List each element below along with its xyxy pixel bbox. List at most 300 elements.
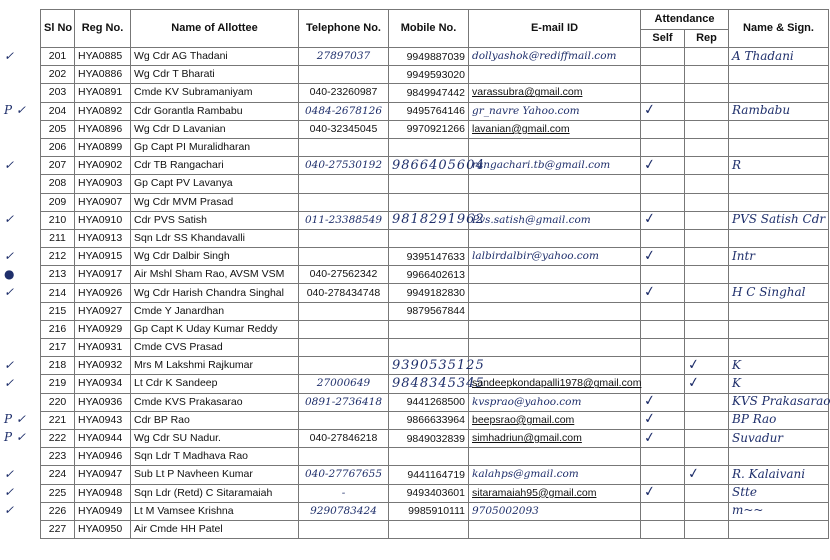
reg-no: HYA0907: [78, 195, 123, 208]
header-email: E-mail ID: [469, 10, 641, 48]
sl-no-cell: [41, 84, 75, 102]
mobile-cell: [389, 393, 469, 411]
telephone-handwritten: 0484-2678126: [304, 104, 383, 117]
attendance-rep-cell: [685, 484, 729, 502]
attendance-self-cell: [641, 339, 685, 357]
reg-no: HYA0936: [78, 395, 123, 408]
attendance-self-cell: [641, 357, 685, 375]
attendance-rep-cell: [685, 48, 729, 66]
sl-no: 215: [48, 304, 67, 317]
name-sign-cell: [729, 102, 829, 120]
reg-no: HYA0943: [78, 413, 123, 426]
mobile-cell: [389, 211, 485, 229]
table-row: [41, 466, 829, 484]
allottee-name: Lt M Vamsee Krishna: [134, 504, 234, 517]
allottee-name-cell: [131, 175, 299, 193]
telephone-handwritten: 011-23388549: [304, 213, 383, 226]
email-cell: [469, 302, 641, 320]
mobile-typed: 9441268500: [406, 396, 465, 409]
mobile-typed: 9849947442: [406, 86, 465, 99]
telephone-cell: [299, 157, 389, 175]
reg-no: HYA0949: [78, 504, 123, 517]
reg-no-cell: [75, 466, 131, 484]
allottee-name-cell: [131, 248, 299, 266]
signature: A Thadani: [732, 48, 794, 63]
sl-no: 207: [48, 159, 67, 172]
reg-no: HYA0944: [78, 432, 123, 445]
attendance-self-cell: [641, 448, 685, 466]
telephone-cell: [299, 229, 389, 247]
header-attendance: Attendance: [641, 10, 729, 30]
margin-mark: ✓: [4, 357, 15, 372]
telephone-cell: [299, 266, 389, 284]
allottee-name: Wg Cdr T Bharati: [134, 68, 215, 81]
margin-mark: ✓: [4, 284, 15, 299]
sl-no-cell: [41, 284, 75, 302]
allottee-name: Cdr BP Rao: [134, 413, 190, 426]
email-cell: [469, 375, 641, 393]
table-header: [41, 10, 829, 48]
telephone-cell: [299, 320, 389, 338]
sl-no-cell: [41, 302, 75, 320]
reg-no-cell: [75, 302, 131, 320]
table-row: [41, 266, 829, 284]
email-cell: [469, 66, 641, 84]
reg-no-cell: [75, 193, 131, 211]
email-typed: varassubra@gmail.com: [472, 86, 583, 99]
margin-mark: ✓: [4, 503, 15, 518]
header-reg-no: Reg No.: [75, 10, 131, 48]
allottee-name: Gp Capt K Uday Kumar Reddy: [134, 322, 278, 335]
telephone-cell: [299, 520, 389, 538]
name-sign-cell: [729, 120, 829, 138]
name-sign-cell: [729, 484, 829, 502]
sl-no: 220: [48, 395, 67, 408]
attendance-self-cell: [641, 393, 685, 411]
attendance-self-cell: [641, 302, 685, 320]
mobile-cell: [389, 193, 469, 211]
name-sign-cell: [729, 175, 829, 193]
table-row: [41, 229, 829, 247]
allottee-name: Cmde KVS Prakasarao: [134, 395, 243, 408]
mobile-cell: [389, 502, 469, 520]
allottee-name-cell: [131, 102, 299, 120]
table-row: [41, 175, 829, 193]
allottee-name: Air Mshl Sham Rao, AVSM VSM: [134, 268, 285, 281]
table-row: [41, 102, 829, 120]
sl-no: 219: [48, 377, 67, 390]
telephone-typed: 040-23260987: [309, 86, 378, 99]
email-cell: [469, 320, 641, 338]
mobile-typed: 9966402613: [406, 268, 465, 281]
self-check-icon: ✓: [642, 101, 657, 119]
margin-mark: ✓: [4, 248, 15, 263]
sl-no: 211: [49, 231, 66, 244]
reg-no-cell: [75, 229, 131, 247]
mobile-cell: [389, 229, 469, 247]
attendance-self-cell: [641, 266, 685, 284]
telephone-typed: 040-278434748: [306, 286, 381, 299]
table-row: [41, 502, 829, 520]
attendance-rep-cell: [685, 84, 729, 102]
name-sign-cell: [729, 48, 829, 66]
mobile-typed: 9949182830: [406, 287, 465, 300]
allottee-name: Sqn Ldr T Madhava Rao: [134, 450, 249, 463]
mobile-cell: [389, 66, 469, 84]
name-sign-cell: [729, 339, 829, 357]
table-body: [41, 48, 829, 539]
table-row: [41, 339, 829, 357]
email-handwritten: dollyashok@rediffmail.com: [472, 50, 617, 63]
allottee-name-cell: [131, 138, 299, 156]
table-row: [41, 157, 829, 175]
email-cell: [469, 502, 641, 520]
allottee-name-cell: [131, 66, 299, 84]
attendance-rep-cell: [685, 138, 729, 156]
telephone-handwritten: -: [341, 486, 346, 499]
margin-mark: [4, 394, 42, 411]
reg-no-cell: [75, 211, 131, 229]
self-check-icon: ✓: [642, 428, 657, 447]
allottee-name: Air Cmde HH Patel: [134, 522, 223, 535]
reg-no-cell: [75, 448, 131, 466]
table-row: [41, 375, 829, 393]
attendance-rep-cell: [685, 284, 729, 302]
table-row: [41, 211, 829, 229]
mobile-cell: [389, 466, 469, 484]
reg-no-cell: [75, 284, 131, 302]
attendance-self-cell: [641, 284, 685, 302]
attendance-rep-cell: [685, 66, 729, 84]
sl-no-cell: [41, 339, 75, 357]
email-cell: [469, 466, 641, 484]
reg-no: HYA0927: [78, 304, 123, 317]
name-sign-cell: [729, 375, 829, 393]
self-check-icon: ✓: [642, 392, 657, 410]
mobile-cell: [389, 411, 469, 429]
sl-no-cell: [41, 102, 75, 120]
table-row: [41, 429, 829, 447]
allottee-name-cell: [131, 429, 299, 447]
allottee-name-cell: [131, 320, 299, 338]
table-row: [41, 320, 829, 338]
sl-no-cell: [41, 175, 75, 193]
allottee-name: Lt Cdr K Sandeep: [134, 377, 218, 390]
allottee-name: Gp Capt PV Lavanya: [134, 177, 233, 190]
mobile-cell: [389, 266, 469, 284]
reg-no: HYA0902: [78, 159, 123, 172]
telephone-cell: [299, 211, 389, 229]
reg-no-cell: [75, 84, 131, 102]
margin-mark: [4, 67, 42, 84]
mobile-typed: 9395147633: [406, 250, 465, 263]
allottee-name: Wg Cdr MVM Prasad: [134, 195, 234, 208]
mobile-cell: [389, 120, 469, 138]
email-typed: sandeepkondapalli1978@gmail.com: [472, 377, 642, 390]
margin-mark: [4, 139, 42, 156]
attendance-self-cell: [641, 229, 685, 247]
allottee-name-cell: [131, 484, 299, 502]
margin-mark: [4, 303, 42, 320]
allottee-name-cell: [131, 229, 299, 247]
attendance-rep-cell: [685, 266, 729, 284]
sl-no-cell: [41, 375, 75, 393]
email-typed: simhadriun@gmail.com: [472, 432, 582, 445]
allottee-name: Cmde KV Subramaniyam: [134, 86, 253, 99]
margin-mark: ✓: [4, 375, 15, 390]
allottee-name: Cmde CVS Prasad: [134, 341, 223, 354]
email-cell: [469, 102, 641, 120]
email-typed: lavanian@gmail.com: [472, 122, 570, 135]
name-sign-cell: [729, 466, 829, 484]
email-cell: [469, 266, 641, 284]
mobile-cell: [389, 48, 469, 66]
allottee-name: Wg Cdr Dalbir Singh: [134, 250, 230, 263]
sl-no-cell: [41, 193, 75, 211]
email-typed: beepsrao@gmail.com: [472, 413, 575, 426]
rep-check-icon: ✓: [686, 374, 701, 392]
attendance-rep-cell: [685, 520, 729, 538]
sl-no-cell: [41, 320, 75, 338]
sl-no: 221: [48, 413, 67, 426]
name-sign-cell: [729, 284, 829, 302]
name-sign-cell: [729, 320, 829, 338]
margin-mark: [4, 340, 42, 357]
sl-no-cell: [41, 484, 75, 502]
reg-no: HYA0899: [78, 141, 123, 154]
mobile-cell: [389, 84, 469, 102]
name-sign-cell: [729, 157, 829, 175]
telephone-cell: [299, 193, 389, 211]
reg-no-cell: [75, 320, 131, 338]
allottee-name: Cdr TB Rangachari: [134, 159, 224, 172]
mobile-cell: [389, 484, 469, 502]
table-row: [41, 284, 829, 302]
sl-no: 224: [48, 468, 67, 481]
email-typed: sitaramaiah95@gmail.com: [472, 486, 597, 499]
mobile-cell: [389, 429, 469, 447]
reg-no-cell: [75, 66, 131, 84]
mobile-typed: 9949593020: [406, 68, 465, 81]
allottee-name: Wg Cdr SU Nadur.: [134, 432, 221, 445]
sl-no: 208: [48, 177, 67, 190]
allottee-name: Wg Cdr D Lavanian: [134, 122, 226, 135]
table-row: [41, 448, 829, 466]
table-row: [41, 302, 829, 320]
telephone-cell: [299, 429, 389, 447]
email-cell: [469, 484, 641, 502]
telephone-cell: [299, 466, 389, 484]
name-sign-cell: [729, 84, 829, 102]
mobile-typed: 9495764146: [406, 105, 465, 118]
reg-no: HYA0892: [78, 104, 123, 117]
name-sign-cell: [729, 393, 829, 411]
self-check-icon: ✓: [642, 246, 657, 265]
mobile-typed: 9879567844: [406, 305, 465, 318]
email-cell: [469, 429, 641, 447]
email-handwritten: 9705002093: [472, 504, 539, 517]
margin-mark: [4, 194, 42, 211]
mobile-cell: [389, 520, 469, 538]
attendance-rep-cell: [685, 339, 729, 357]
header-mobile: Mobile No.: [389, 10, 469, 48]
table-row: [41, 357, 829, 375]
reg-no: HYA0913: [78, 231, 123, 244]
mobile-typed: 9970921266: [406, 123, 465, 136]
margin-mark: ✓: [4, 212, 15, 227]
allottee-name-cell: [131, 357, 299, 375]
telephone-cell: [299, 284, 389, 302]
sl-no: 204: [48, 104, 67, 117]
reg-no: HYA0931: [78, 341, 123, 354]
name-sign-cell: [729, 248, 829, 266]
sl-no: 206: [48, 141, 67, 154]
email-cell: [469, 84, 641, 102]
sl-no-cell: [41, 520, 75, 538]
telephone-cell: [299, 66, 389, 84]
allottee-name-cell: [131, 266, 299, 284]
table-row: [41, 138, 829, 156]
attendance-rep-cell: [685, 320, 729, 338]
reg-no: HYA0948: [78, 486, 123, 499]
allottee-name-cell: [131, 193, 299, 211]
table-row: [41, 120, 829, 138]
attendance-self-cell: [641, 138, 685, 156]
telephone-typed: 040-27562342: [309, 268, 378, 281]
header-self: Self: [641, 30, 685, 48]
reg-no: HYA0903: [78, 177, 123, 190]
attendance-rep-cell: [685, 502, 729, 520]
table-row: [41, 193, 829, 211]
allottee-name-cell: [131, 284, 299, 302]
attendance-self-cell: [641, 48, 685, 66]
name-sign-cell: [729, 302, 829, 320]
mobile-typed: 9493403601: [406, 487, 465, 500]
attendance-rep-cell: [685, 357, 729, 375]
allottee-name-cell: [131, 211, 299, 229]
attendance-rep-cell: [685, 466, 729, 484]
telephone-cell: [299, 393, 389, 411]
name-sign-cell: [729, 193, 829, 211]
email-cell: [469, 248, 641, 266]
reg-no: HYA0934: [78, 377, 123, 390]
name-sign-cell: [729, 211, 829, 229]
sl-no: 203: [48, 86, 67, 99]
telephone-handwritten: 27000649: [316, 377, 371, 390]
sl-no: 213: [48, 268, 67, 281]
attendance-rep-cell: [685, 211, 729, 229]
allottee-name: Sub Lt P Navheen Kumar: [134, 468, 253, 481]
attendance-self-cell: [641, 248, 685, 266]
telephone-cell: [299, 248, 389, 266]
reg-no-cell: [75, 375, 131, 393]
attendance-self-cell: [641, 466, 685, 484]
name-sign-cell: [729, 520, 829, 538]
attendance-rep-cell: [685, 375, 729, 393]
allottee-name-cell: [131, 411, 299, 429]
telephone-handwritten: 040-27767655: [304, 468, 383, 481]
rep-check-icon: ✓: [686, 465, 701, 483]
signature: Suvadur: [732, 430, 784, 445]
attendance-rep-cell: [685, 248, 729, 266]
reg-no: HYA0926: [78, 286, 123, 299]
allottee-name: Gp Capt PI Muralidharan: [134, 141, 251, 154]
mobile-typed: 9441164719: [407, 468, 465, 481]
reg-no: HYA0910: [78, 213, 123, 226]
sl-no: 216: [48, 322, 67, 335]
email-cell: [469, 357, 641, 375]
reg-no: HYA0917: [78, 268, 123, 281]
telephone-cell: [299, 120, 389, 138]
attendance-self-cell: [641, 520, 685, 538]
allottee-name: Wg Cdr AG Thadani: [134, 50, 228, 63]
allottee-name: Cdr Gorantla Rambabu: [134, 104, 243, 117]
mobile-cell: [389, 448, 469, 466]
signature: Rambabu: [732, 103, 791, 118]
attendance-self-cell: [641, 120, 685, 138]
sl-no: 217: [48, 341, 67, 354]
allottee-name-cell: [131, 339, 299, 357]
header-name-of-allottee: Name of Allottee: [131, 10, 299, 48]
attendance-rep-cell: [685, 229, 729, 247]
reg-no-cell: [75, 520, 131, 538]
allottee-attendance-table: [40, 9, 829, 539]
telephone-cell: [299, 502, 389, 520]
sl-no-cell: [41, 48, 75, 66]
allottee-name: Cdr PVS Satish: [134, 213, 207, 226]
signature: K: [732, 375, 741, 390]
sl-no: 227: [48, 522, 67, 535]
attendance-self-cell: [641, 484, 685, 502]
allottee-name-cell: [131, 448, 299, 466]
table-row: [41, 484, 829, 502]
attendance-rep-cell: [685, 429, 729, 447]
signature: Intr: [732, 248, 756, 263]
mobile-cell: [389, 248, 469, 266]
reg-no-cell: [75, 248, 131, 266]
allottee-name: Cmde Y Janardhan: [134, 304, 225, 317]
reg-no-cell: [75, 484, 131, 502]
email-cell: [469, 393, 641, 411]
mobile-cell: [389, 357, 485, 375]
mobile-cell: [389, 302, 469, 320]
table-row: [41, 248, 829, 266]
margin-mark: ✓: [4, 157, 15, 172]
name-sign-cell: [729, 502, 829, 520]
sl-no-cell: [41, 502, 75, 520]
email-cell: [469, 284, 641, 302]
email-cell: [469, 48, 641, 66]
reg-no: HYA0891: [78, 86, 123, 99]
reg-no-cell: [75, 120, 131, 138]
sl-no-cell: [41, 248, 75, 266]
attendance-self-cell: [641, 84, 685, 102]
allottee-name-cell: [131, 302, 299, 320]
margin-mark: ✓: [4, 466, 15, 481]
sl-no-cell: [41, 393, 75, 411]
email-handwritten: lalbirdalbir@yahoo.com: [472, 250, 599, 263]
header-telephone: Telephone No.: [299, 10, 389, 48]
mobile-cell: [389, 320, 469, 338]
email-handwritten: Pvs.satish@gmail.com: [472, 213, 591, 226]
signature: BP Rao: [732, 412, 777, 427]
telephone-cell: [299, 448, 389, 466]
telephone-cell: [299, 138, 389, 156]
sl-no: 212: [48, 250, 67, 263]
email-cell: [469, 193, 641, 211]
telephone-cell: [299, 357, 389, 375]
name-sign-cell: [729, 429, 829, 447]
